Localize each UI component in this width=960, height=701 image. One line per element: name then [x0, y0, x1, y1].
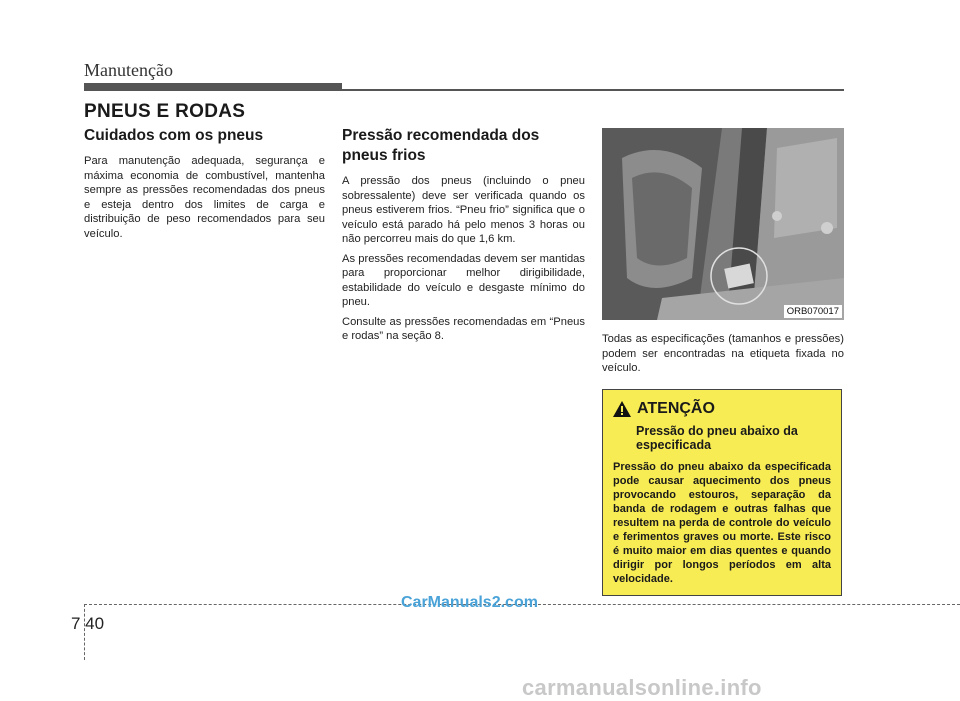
photo-code: ORB070017 — [784, 305, 842, 318]
column-cold-pressure — [342, 126, 585, 349]
tire-care-paragraph: Para manutenção adequada, segurança e máxima economia de combustível, mantenha sempre as pressões recomendadas dos pneus e esteja dentro dos limites de carga e distribuição de peso recomendados para seu veículo. — [84, 155, 325, 240]
watermark-bottom: carmanualsonline.info — [522, 675, 762, 700]
label-location-paragraph: Todas as especificações (tamanhos e pressões) podem ser encontradas na etiqueta fixada no veículo. — [602, 333, 844, 374]
warning-header — [613, 400, 831, 418]
cold-pressure-paragraph-1: A pressão dos pneus (incluindo o pneu sobressalente) deve ser verificada quando os pneus estiverem frios. “Pneu frio” significa que o veículo está parado há pelo menos 3 horas ou não percorreu mais do que 1,6 km. — [342, 175, 585, 245]
header-title: Manutenção — [84, 60, 173, 80]
column-tire-care — [84, 126, 325, 246]
column-label-photo — [602, 126, 844, 381]
door-pillar-illustration — [602, 128, 844, 320]
warning-body: Pressão do pneu abaixo da especificada pode causar aquecimento dos pneus provocando estouros, separação da banda de rodagem e outras falhas que resultem na perda de controle do veículo e ferimentos graves ou morte. Este risco é muito maior em dias quentes e quando dirigir por longos períodos em alta velocidade. — [613, 461, 831, 585]
cold-pressure-paragraph-2: As pressões recomendadas devem ser mantidas para proporcionar melhor dirigibilidade, estabilidade do veículo e desgaste mínimo do pneu. — [342, 252, 585, 308]
cold-pressure-heading: Pressão recomendada dos pneus frios — [342, 127, 540, 164]
header-rule — [342, 89, 844, 91]
warning-triangle-icon — [613, 401, 631, 417]
warning-title: ATENÇÃO — [637, 400, 715, 417]
door-pillar-photo — [602, 128, 844, 320]
header-bar — [84, 83, 342, 91]
tire-care-heading: Cuidados com os pneus — [84, 127, 264, 144]
watermark-top: CarManuals2.com — [401, 594, 538, 611]
warning-box — [602, 389, 842, 596]
warning-subtitle: Pressão do pneu abaixo da especificada — [636, 424, 798, 452]
cold-pressure-paragraph-3: Consulte as pressões recomendadas em “Pneus e rodas” na seção 8. — [342, 315, 585, 342]
page-number: 7 40 — [71, 614, 105, 633]
section-title: PNEUS E RODAS — [84, 101, 246, 122]
